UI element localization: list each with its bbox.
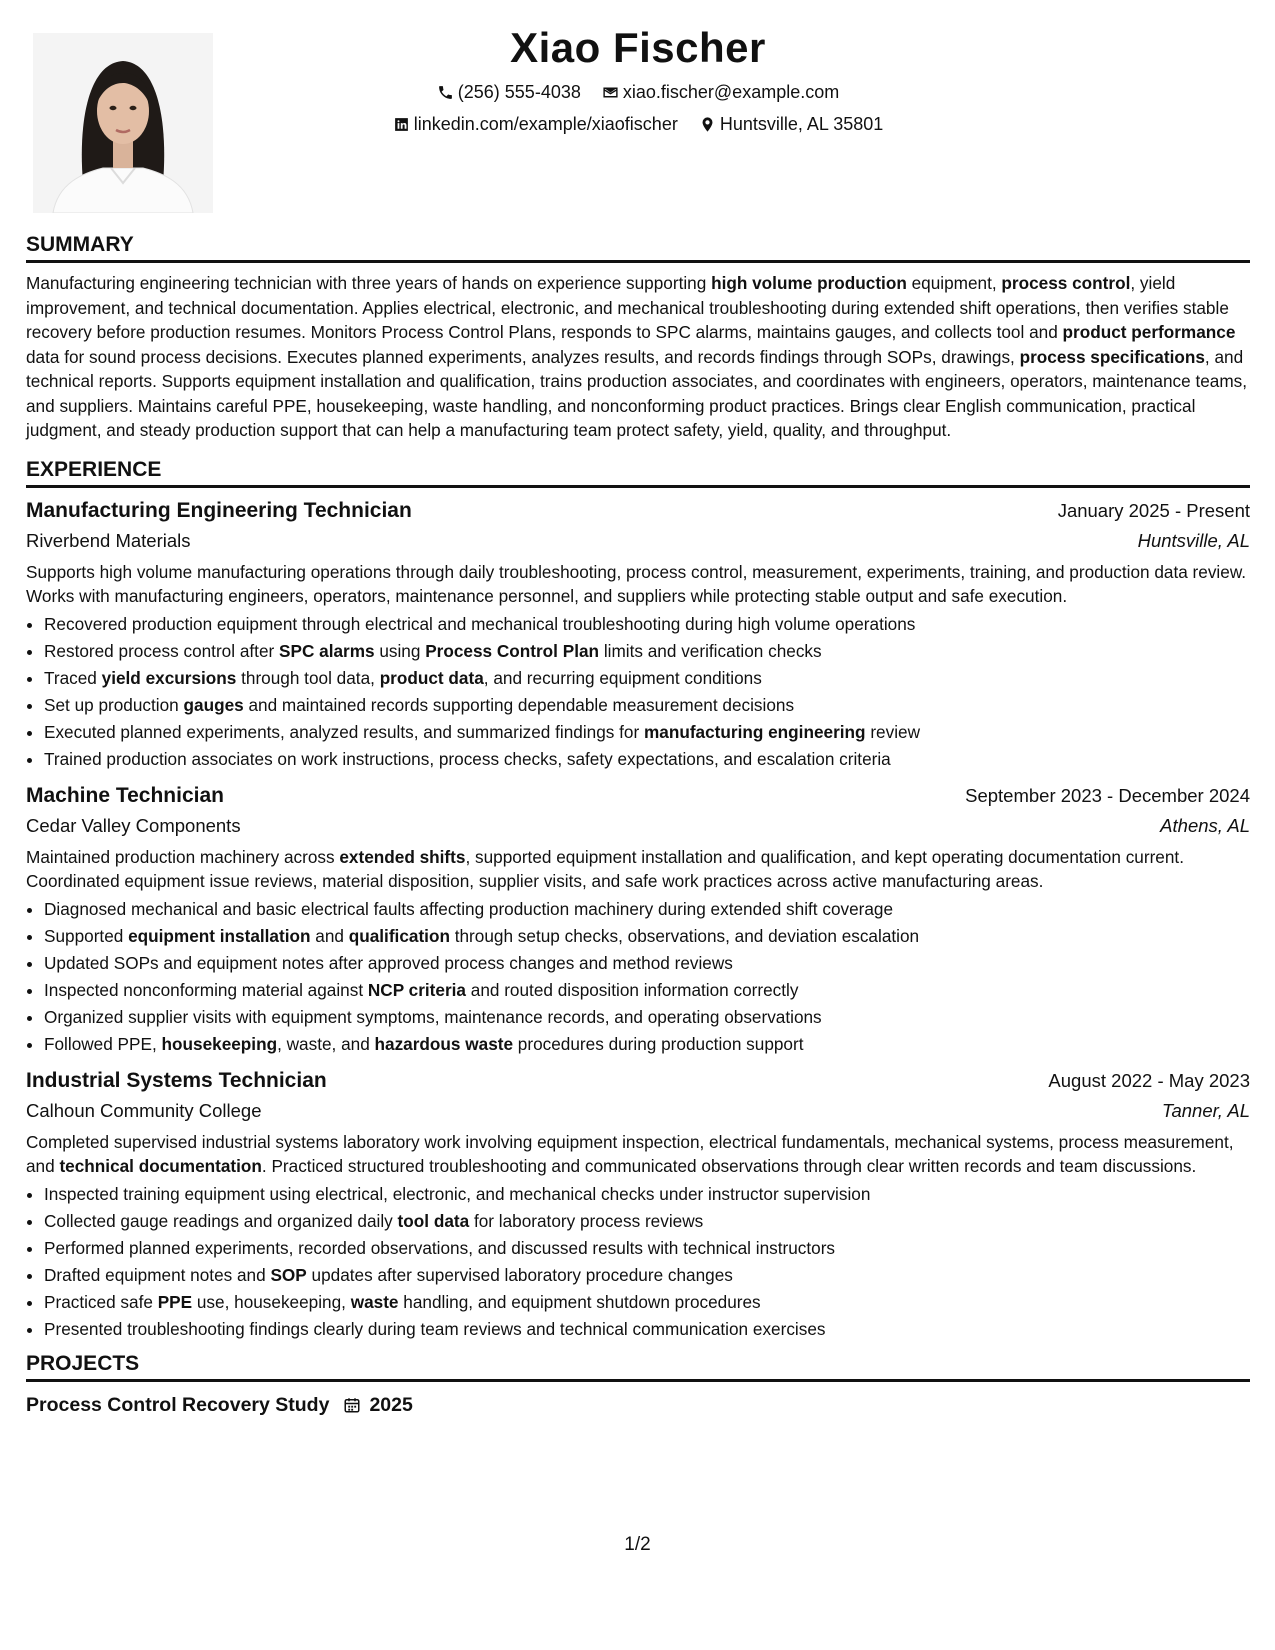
contact-email[interactable] — [602, 79, 839, 105]
contact-line-secondary — [26, 111, 1250, 140]
emphasis-text: equipment installation — [128, 925, 311, 946]
emphasis-text: extended shifts — [339, 846, 466, 867]
job-bullet: • Diagnosed mechanical and basic electrical faults affecting production machinery during extended shift coverage — [44, 896, 1250, 923]
job-company: Calhoun Community College — [26, 1099, 262, 1121]
emphasis-text: tool data — [397, 1210, 470, 1231]
emphasis-text: manufacturing engineering — [643, 721, 866, 742]
resume-page — [26, 0, 1250, 1650]
job-title: Manufacturing Engineering Technician — [26, 498, 412, 522]
emphasis-text: waste — [350, 1291, 399, 1312]
page-number: 1/2 — [624, 1534, 651, 1555]
emphasis-text: SOP — [270, 1264, 307, 1285]
emphasis-text: qualification — [348, 925, 450, 946]
job-bullet: • Collected gauge readings and organized daily tool data for laboratory process reviews — [44, 1208, 1250, 1235]
emphasis-text: SPC alarms — [279, 640, 375, 661]
envelope-icon — [602, 84, 619, 101]
job-description: Maintained production machinery across extended shifts, supported equipment installation and qualification, and kept operating documentation current. Coordinated equipment issue reviews, material disposition, supplier visits, and safe work practices across active manufacturing areas. — [26, 846, 1184, 891]
emphasis-text: housekeeping — [161, 1033, 278, 1054]
emphasis-text: NCP criteria — [367, 979, 466, 1000]
job-entry — [26, 1066, 1250, 1343]
email-text: xiao.fischer@example.com — [622, 82, 840, 102]
job-bullet: • Organized supplier visits with equipment symptoms, maintenance records, and operating observations — [44, 1004, 1250, 1031]
job-bullet: • Recovered production equipment through electrical and mechanical troubleshooting during high volume operations — [44, 611, 1250, 638]
location-text: Huntsville, AL 35801 — [719, 114, 884, 134]
job-bullets — [26, 896, 1250, 1058]
job-bullet: • Presented troubleshooting findings clearly during team reviews and technical communication exercises — [44, 1316, 1250, 1343]
emphasis-text: product performance — [1062, 322, 1236, 342]
section-title-summary: SUMMARY — [26, 232, 1250, 263]
emphasis-text: product data — [379, 667, 484, 688]
job-bullet: • Updated SOPs and equipment notes after approved process changes and method reviews — [44, 950, 1250, 977]
emphasis-text: yield excursions — [101, 667, 237, 688]
contact-phone[interactable] — [437, 79, 581, 105]
emphasis-text: process control — [1001, 273, 1131, 293]
emphasis-text: technical documentation — [59, 1156, 262, 1176]
emphasis-text: gauges — [183, 694, 244, 715]
calendar-icon — [343, 1396, 361, 1414]
job-bullet: • Followed PPE, housekeeping, waste, and hazardous waste procedures during production support — [44, 1031, 1250, 1058]
project-year: 2025 — [369, 1393, 413, 1416]
contact-location — [699, 111, 883, 137]
job-bullet: • Restored process control after SPC alarms using Process Control Plan limits and verification checks — [44, 638, 1250, 665]
section-title-projects: PROJECTS — [26, 1351, 1250, 1382]
job-bullet: • Trained production associates on work instructions, process checks, safety expectations, and escalation criteria — [44, 746, 1250, 773]
emphasis-text: high volume production — [711, 273, 907, 293]
projects-section — [26, 1351, 1250, 1420]
job-description: Completed supervised industrial systems laboratory work involving equipment inspection, electrical fundamentals, mechanical systems, process measurement, and technical documentation. Practiced structured troubleshooting and communicated observations through clear written records and team discussions. — [26, 1131, 1234, 1176]
summary-section — [26, 232, 1250, 443]
candidate-name: Xiao Fischer — [510, 24, 766, 71]
job-bullet: • Traced yield excursions through tool data, product data, and recurring equipment conditions — [44, 665, 1250, 692]
emphasis-text: Process Control Plan — [425, 640, 600, 661]
job-dates: August 2022 - May 2023 — [1048, 1069, 1250, 1091]
job-title: Industrial Systems Technician — [26, 1068, 327, 1092]
job-bullets — [26, 1181, 1250, 1343]
summary-text: Manufacturing engineering technician with three years of hands on experience supporting high volume production equipment, process control, yield improvement, and technical documentation. Applies electrical, electronic, and mechanical troubleshooting during extended shift operations, then verifies stable recovery before production resumes. Monitors Process Control Plans, responds to SPC alarms, maintains gauges, and collects tool and product performance data for sound process decisions. Executes planned experiments, analyzes results, and records findings through SOPs, drawings, process specifications, and technical reports. Supports equipment installation and qualification, trains production associates, and coordinates with engineers, operators, maintenance teams, and suppliers. Maintains careful PPE, housekeeping, waste handling, and nonconforming product practices. Brings clear English communication, practical judgment, and steady production support that can help a manufacturing team protect safety, yield, quality, and throughput. — [26, 273, 1248, 440]
section-title-experience: EXPERIENCE — [26, 457, 1250, 488]
job-entry — [26, 781, 1250, 1058]
job-bullet: • Performed planned experiments, recorded observations, and discussed results with technical instructors — [44, 1235, 1250, 1262]
emphasis-text: PPE — [157, 1291, 193, 1312]
job-bullet: • Drafted equipment notes and SOP updates after supervised laboratory procedure changes — [44, 1262, 1250, 1289]
job-title: Machine Technician — [26, 783, 224, 807]
phone-text: (256) 555-4038 — [457, 82, 581, 102]
map-pin-icon — [699, 116, 716, 133]
emphasis-text: hazardous waste — [374, 1033, 514, 1054]
job-company: Riverbend Materials — [26, 529, 191, 551]
job-dates: January 2025 - Present — [1057, 499, 1250, 521]
phone-icon — [437, 84, 454, 101]
job-bullet: • Practiced safe PPE use, housekeeping, waste handling, and equipment shutdown procedures — [44, 1289, 1250, 1316]
job-bullets — [26, 611, 1250, 773]
job-bullet: • Supported equipment installation and qualification through setup checks, observations, and deviation escalation — [44, 923, 1250, 950]
job-location: Athens, AL — [1160, 814, 1250, 836]
contact-linkedin[interactable] — [393, 111, 678, 137]
project-entry — [26, 1390, 1250, 1420]
job-location: Huntsville, AL — [1137, 529, 1250, 551]
job-location: Tanner, AL — [1161, 1099, 1250, 1121]
job-company: Cedar Valley Components — [26, 814, 241, 836]
job-description: Supports high volume manufacturing operations through daily troubleshooting, process control, measurement, experiments, training, and production data review. Works with manufacturing engineers, operators, maintenance personnel, and suppliers while protecting stable output and safe execution. — [26, 561, 1247, 606]
job-bullet: • Executed planned experiments, analyzed results, and summarized findings for manufacturing engineering review — [44, 719, 1250, 746]
job-entry — [26, 496, 1250, 773]
linkedin-text: linkedin.com/example/xiaofischer — [413, 114, 678, 134]
contact-line-primary — [26, 79, 1250, 108]
job-bullet: • Set up production gauges and maintained records supporting dependable measurement decisions — [44, 692, 1250, 719]
job-bullet: • Inspected nonconforming material against NCP criteria and routed disposition information correctly — [44, 977, 1250, 1004]
project-name: Process Control Recovery Study — [26, 1393, 330, 1416]
emphasis-text: process specifications — [1019, 346, 1205, 367]
experience-section — [26, 457, 1250, 1343]
linkedin-icon — [393, 116, 410, 133]
job-bullet: • Inspected training equipment using electrical, electronic, and mechanical checks under instructor supervision — [44, 1181, 1250, 1208]
job-dates: September 2023 - December 2024 — [965, 784, 1250, 806]
resume-header — [26, 0, 1250, 232]
